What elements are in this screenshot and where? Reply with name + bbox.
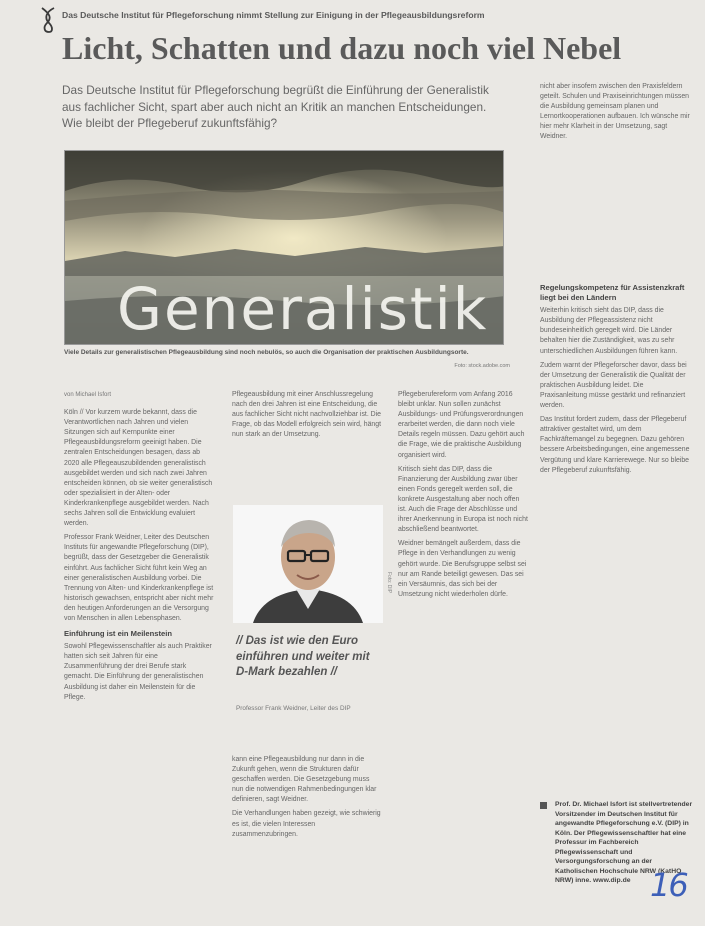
author-bio: Prof. Dr. Michael Isfort ist stellvertretender Vorsitzender im Deutschen Institut für angewandte Pflegeforschung e.V. (DIP) in Köln. Der Pflegewissenschaftler hat eine Professur im Fachbereich Pflegewissenschaft und Versorgungsforschung an der Katholischen Hochschule NRW (KatHO NRW) inne. www.dip.de [555,801,693,884]
subheading: Einführung ist ein Meilenstein [64,629,173,639]
page-number: 16 [650,866,687,904]
lead-paragraph [62,82,502,132]
paragraph: nicht aber insofern zwischen den Praxisfeldern geteilt. Schulen und Praxiseinrichtungen müssen die Ausbildung gemeinsam planen und Lernortkooperationen aufbauen. Ich wünsche mir hier mehr Klarheit in der Umsetzung, sagt Weidner. [540,83,690,141]
landscape-image [65,151,504,345]
paragraph: Pflegeausbildung mit einer Anschlussregelung nach den drei Jahren ist eine Entscheidung, die aus fachlicher Sicht nicht nachvollziehbar ist. Die Frage, ob das Modell erfolgreich sein wird, hängt nun stark an der Umsetzung. [232,391,381,439]
article-column-2-top [232,390,382,500]
article-column-3 [398,390,528,890]
lead-text: Das Deutsche Institut für Pflegeforschung begrüßt die Einführung der Generalistik aus fachlicher Sicht, spart aber auch nicht an Kritik an manchen Entscheidungen. Wie bleibt der Pflegeberuf zukunftsfähig? [62,83,489,131]
paragraph: kann eine Pflegeausbildung nur dann in die Zukunft gehen, wenn die Strukturen dafür geschaffen werden. Die Gesetzgebung muss nun die notwendigen Rahmenbedingungen klar definieren, sagt Weidner. [232,756,377,804]
subheading: Regelungskompetenz für Assistenzkraft liegt bei den Ländern [540,283,685,303]
paragraph: Die Verhandlungen haben gezeigt, wie schwierig es ist, die vielen Interessen zusammenzubringen. [232,810,381,838]
article-column-1 [64,390,214,888]
paragraph: Professor Frank Weidner, Leiter des Deutschen Instituts für angewandte Pflegeforschung (DIP), begrüßt, dass der Gesetzgeber die Generalistik einführt. Aus fachlicher Sicht führt kein Weg an einer generalistischen Ausbildung vorbei. Die Trennung von Alten- und Kinderkrankenpflege ist historisch gewachsen, entspricht aber nicht mehr den heutigen Anforderungen an die Versorgung von Menschen in allen Lebensphasen. [64,534,214,622]
portrait-photo [233,505,383,623]
author-line: von Michael Isfort [64,392,112,398]
pull-quote: // Das ist wie den Euro einführen und weiter mit D-Mark bezahlen // [236,635,370,678]
portrait-credit: Foto: DIP [386,572,392,594]
logo-mark-icon [38,6,58,34]
paragraph: Das Institut fordert zudem, dass der Pflegeberuf attraktiver gestaltet wird, um dem Fachkräftemangel zu begegnen. Dazu gehören bessere Arbeitsbedingungen, eine angemessene Vergütung und klare Karrierewege. Nur so bleibe der Pflegeberuf zukunftsfähig. [540,416,690,474]
article-column-4-top [540,82,690,268]
photo-credit: Foto: stock.adobe.com [454,363,510,369]
bio-marker-icon [540,802,547,809]
paragraph: Kritisch sieht das DIP, dass die Finanzierung der Ausbildung zwar über einen Fonds geregelt werden soll, die konkrete Ausgestaltung aber noch offen ist. Auch die Frage der Abschlüsse und ihrer Anerkennung in Europa ist noch nicht abschließend beantwortet. [398,465,528,534]
photo-overlay-word: Generalistik [117,275,489,343]
paragraph: Sowohl Pflegewissenschaftler als auch Praktiker hatten sich seit Jahren für eine Zusammenführung der drei Berufe stark gemacht. Die Einführung der generalistischen Ausbildung ist daher ein Meilenstein für die Pflege. [64,643,212,701]
kicker: Das Deutsche Institut für Pflegeforschung nimmt Stellung zur Einigung in der Pflegeausbildungsreform [62,10,485,20]
paragraph: Zudem warnt der Pflegeforscher davor, dass bei der Umsetzung der Generalistik die Qualität der praktischen Ausbildung leidet. Die Praxisanleitung müsse gestärkt und refinanziert werden. [540,361,687,410]
article-photo [64,150,504,345]
paragraph: Pflegeberufereform vom Anfang 2016 bleibt unklar. Nun sollen zunächst Ausbildungs- und Prüfungsverordnungen erarbeitet werden, die dann noch viele Details regeln müssen. Dazu gehört auch die Frage, wie die praktische Ausbildung organisiert wird. [398,391,525,459]
paragraph: Weiterhin kritisch sieht das DIP, dass die Ausbildung der Pflegeassistenz nicht bundeseinheitlich geregelt wird. Die Länder behalten hier die Zuständigkeit, was zu sehr unterschiedlichen Ausbildungen führen kann. [540,307,678,355]
article-column-4 [540,278,690,793]
article-column-2-bottom [232,755,382,890]
portrait-image [233,505,383,623]
paragraph: Köln // Vor kurzem wurde bekannt, dass die Verantwortlichen nach Jahren und vielen Sitzungen sich auf Kernpunkte einer Pflegeausbildungsreform geeinigt haben. Die zentralen Entscheidungen besagen, dass ab 2020 alle Pflegeauszubildenden generalistisch ausgebildet werden und sich nach zwei Jahren entscheiden können, ob sie weiter generalistisch oder spezialisiert in der Alten- oder Kinderkrankenpflege ausgebildet werden. Nach sechs Jahren soll die Entwicklung evaluiert werden. [64,409,213,528]
photo-caption: Viele Details zur generalistischen Pflegeausbildung sind noch nebulös, so auch die Organisation der praktischen Ausbildungsorte. [64,349,469,356]
quote-attribution: Professor Frank Weidner, Leiter des DIP [236,705,351,712]
headline: Licht, Schatten und dazu noch viel Nebel [62,30,622,66]
paragraph: Weidner bemängelt außerdem, dass die Pflege in den Verhandlungen zu wenig gehört wurde. Die Berufsgruppe selbst sei nur am Rande beteiligt gewesen. Das sei ein Versäumnis, das sich bei der Umsetzung nicht wiederholen dürfe. [398,540,527,598]
